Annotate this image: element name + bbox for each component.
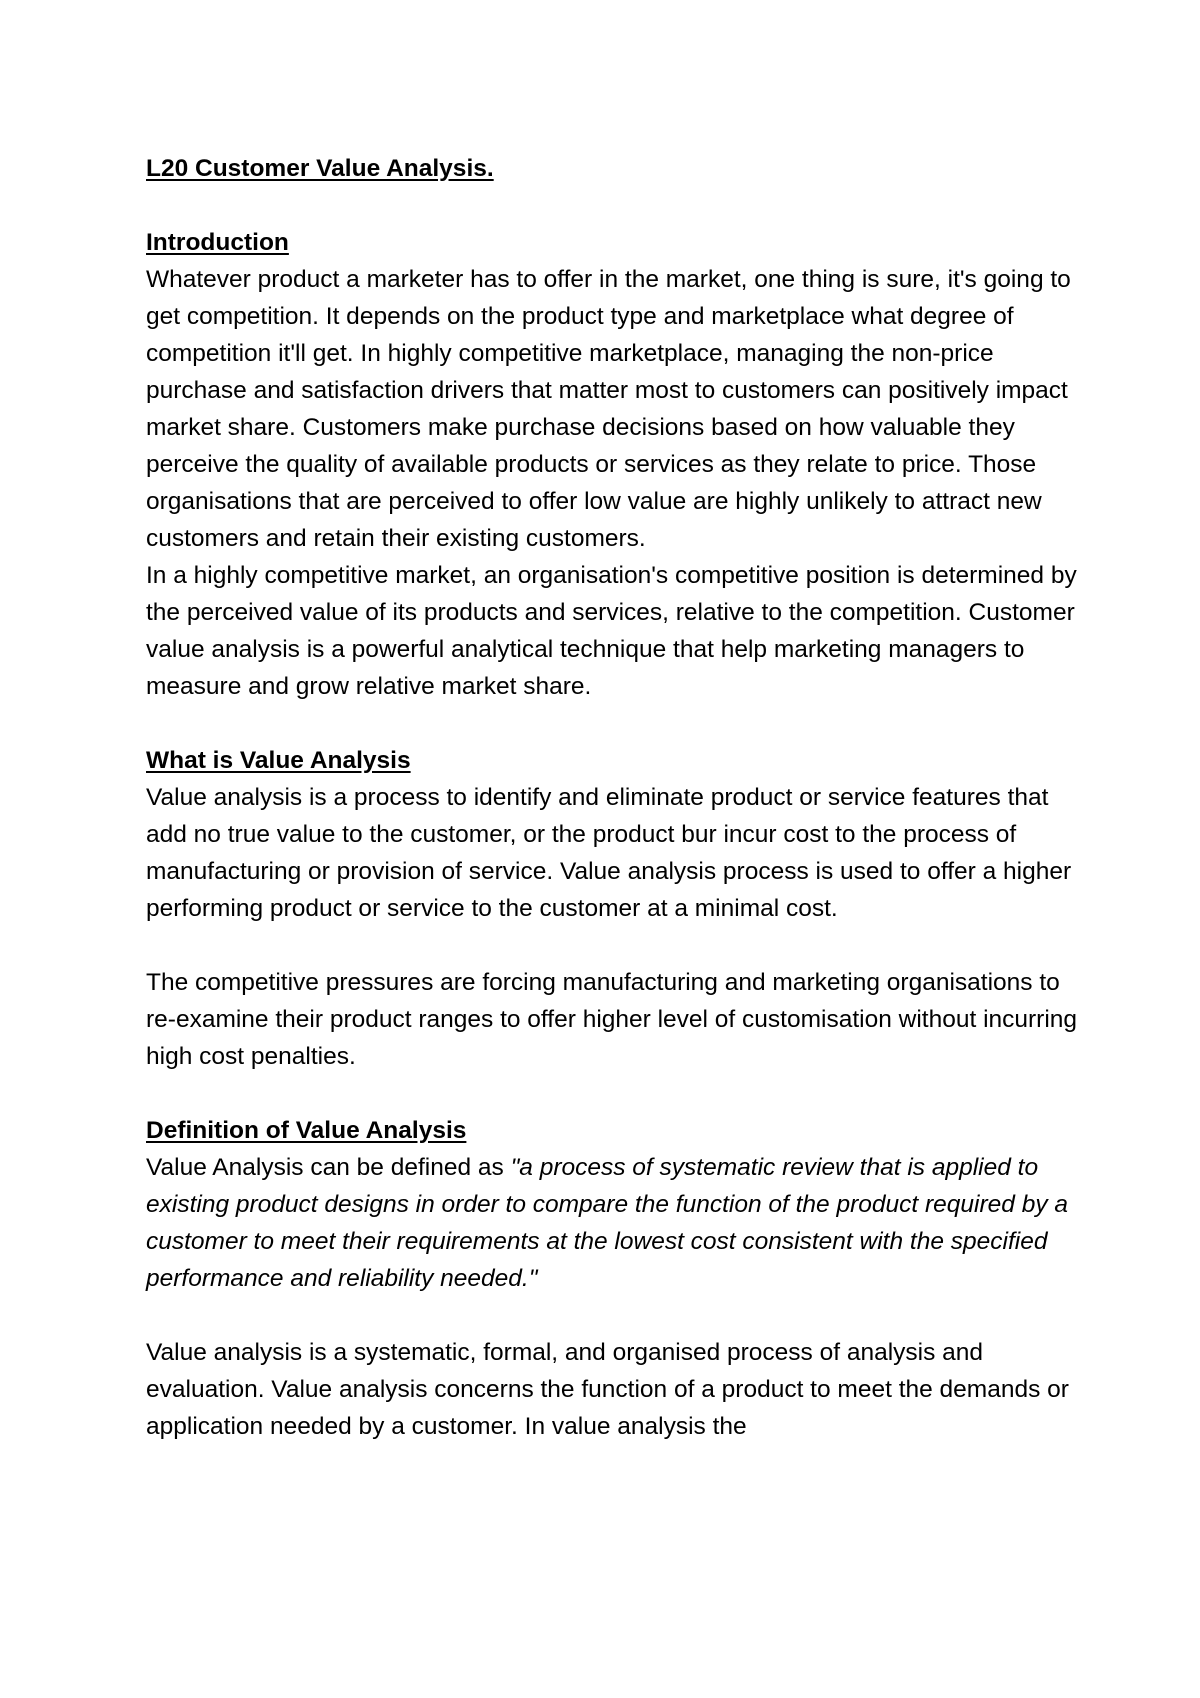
definition-paragraph-1	[146, 1149, 1086, 1297]
section-heading-definition: Definition of Value Analysis	[146, 1117, 467, 1144]
definition-lead-text: Value Analysis can be defined as	[146, 1154, 511, 1181]
section-definition	[146, 1112, 1086, 1445]
what-is-paragraph-2: The competitive pressures are forcing manufacturing and marketing organisations to re-examine their product ranges to offer higher level of customisation without incurring high cost penalties.	[146, 969, 1078, 1070]
document-title: L20 Customer Value Analysis.	[146, 155, 494, 182]
section-heading-what-is: What is Value Analysis	[146, 747, 411, 774]
section-heading-introduction: Introduction	[146, 229, 289, 256]
paragraph-spacer	[146, 1297, 1086, 1334]
document-page	[146, 150, 1086, 1445]
definition-quote: "a process of systematic review that is applied to existing product designs in order to compare the function of the product required by a customer to meet their requirements at the lowest cost consistent with the specified performance and reliability needed."	[146, 1154, 1069, 1292]
section-introduction	[146, 224, 1086, 705]
introduction-paragraph-1: Whatever product a marketer has to offer in the market, one thing is sure, it's going to get competition. It depends on the product type and marketplace what degree of competition it'll get. In highly competitive marketplace, managing the non-price purchase and satisfaction drivers that matter most to customers can positively impact market share. Customers make purchase decisions based on how valuable they perceive the quality of available products or services as they relate to price. Those organisations that are perceived to offer low value are highly unlikely to attract new customers and retain their existing customers.	[146, 266, 1071, 552]
section-what-is-value-analysis	[146, 742, 1086, 1075]
what-is-paragraph-1: Value analysis is a process to identify and eliminate product or service features that add no true value to the customer, or the product bur incur cost to the process of manufacturing or provision of service. Value analysis process is used to offer a higher performing product or service to the customer at a minimal cost.	[146, 784, 1072, 922]
definition-paragraph-2: Value analysis is a systematic, formal, and organised process of analysis and evaluation. Value analysis concerns the function of a product to meet the demands or application needed by a customer. In value analysis the	[146, 1339, 1069, 1440]
section-spacer	[146, 1075, 1086, 1112]
introduction-paragraph-2: In a highly competitive market, an organisation's competitive position is determined by the perceived value of its products and services, relative to the competition. Customer value analysis is a powerful analytical technique that help marketing managers to measure and grow relative market share.	[146, 562, 1077, 700]
paragraph-spacer	[146, 927, 1086, 964]
section-spacer	[146, 705, 1086, 742]
